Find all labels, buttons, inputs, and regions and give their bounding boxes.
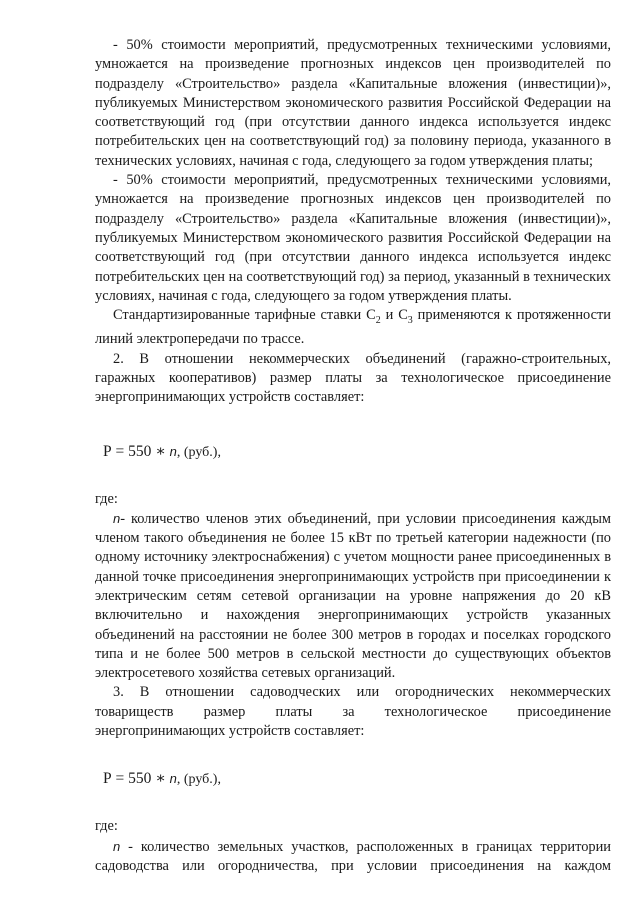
tariff-text-mid: и С <box>380 307 408 324</box>
where-label-2: где: <box>95 818 118 835</box>
formula-garden <box>95 769 611 790</box>
formula-unit-2: , (руб.), <box>176 772 221 788</box>
variable-n: n <box>113 510 121 526</box>
formula-expression: Р = 550 ∗ <box>103 442 170 460</box>
formula-garage <box>95 442 611 463</box>
paragraph-condition-half-period: - 50% стоимости мероприятий, предусмотренных техническими условиями, умножается на произведение прогнозных индексов цен производителей по подразделу «Строительство» раздела «Капитальные вложения (инвестиции)», публикуемых Министерством экономического развития Российской Федерации на соответствующий год (при отсутствии данного индекса используется индекс потребительских цен на соответствующий год) за половину периода, указанного в технических условиях, начиная с года, следующего за годом утверждения платы; <box>95 37 611 169</box>
tariff-text-start: Стандартизированные тарифные ставки С <box>113 307 376 324</box>
tariff-sub-3: 3 <box>407 315 413 327</box>
paragraph-land-plots <box>95 837 611 877</box>
paragraph-members-count <box>95 509 611 684</box>
variable-n-2: n <box>113 838 121 854</box>
document-text <box>95 36 611 876</box>
formula-expression-2: Р = 550 ∗ <box>103 770 170 788</box>
paragraph-condition-full-period: - 50% стоимости мероприятий, предусмотренных техническими условиями, умножается на произведение прогнозных индексов цен производителей по подразделу «Строительство» раздела «Капитальные вложения (инвестиции)», публикуемых Министерством экономического развития Российской Федерации на соответствующий год (при отсутствии данного индекса используется индекс потребительских цен на соответствующий год) за период, указанный в технических условиях, начиная с года, следующего за годом утверждения платы. <box>95 172 611 304</box>
land-plots-text: - количество земельных участков, расположенных в границах территории садоводства или огородничества, при условии присоединения на каждом <box>95 838 611 874</box>
formula-unit: , (руб.), <box>176 444 221 460</box>
formula-variable-2: n <box>169 771 177 787</box>
formula-variable: n <box>169 443 177 459</box>
paragraph-garden-partnerships: 3. В отношении садоводческих или огороднических некоммерческих товариществ размер платы за технологическое присоединение энергопринимающих устройств составляет: <box>95 684 611 740</box>
tariff-sub-2: 2 <box>375 315 381 327</box>
tariff-text-end: применяются к протяженности линий электропередачи по трассе. <box>95 307 611 348</box>
members-count-text: - количество членов этих объединений, при условии присоединения каждым членом такого объединения не более 15 кВт по третьей категории надежности (по одному источнику электроснабжения) с учетом мощности ранее присоединенных в данной точке присоединения энергопринимающих устройств при присоединении к электрическим сетям сетевой организации на уровне напряжения до 20 кВ включительно и нахождения энергопринимающих устройств указанных объединений на расстоянии не более 300 метров в городах и поселках городского типа и не более 500 метров в сельской местности до существующих объектов электросетевого хозяйства сетевых организаций. <box>95 510 611 682</box>
paragraph-tariff-rates <box>95 306 611 349</box>
paragraph-garage-cooperatives: 2. В отношении некоммерческих объединений (гаражно-строительных, гаражных кооперативов) размер платы за технологическое присоединение энергопринимающих устройств составляет: <box>95 350 611 406</box>
where-label: где: <box>95 490 118 507</box>
